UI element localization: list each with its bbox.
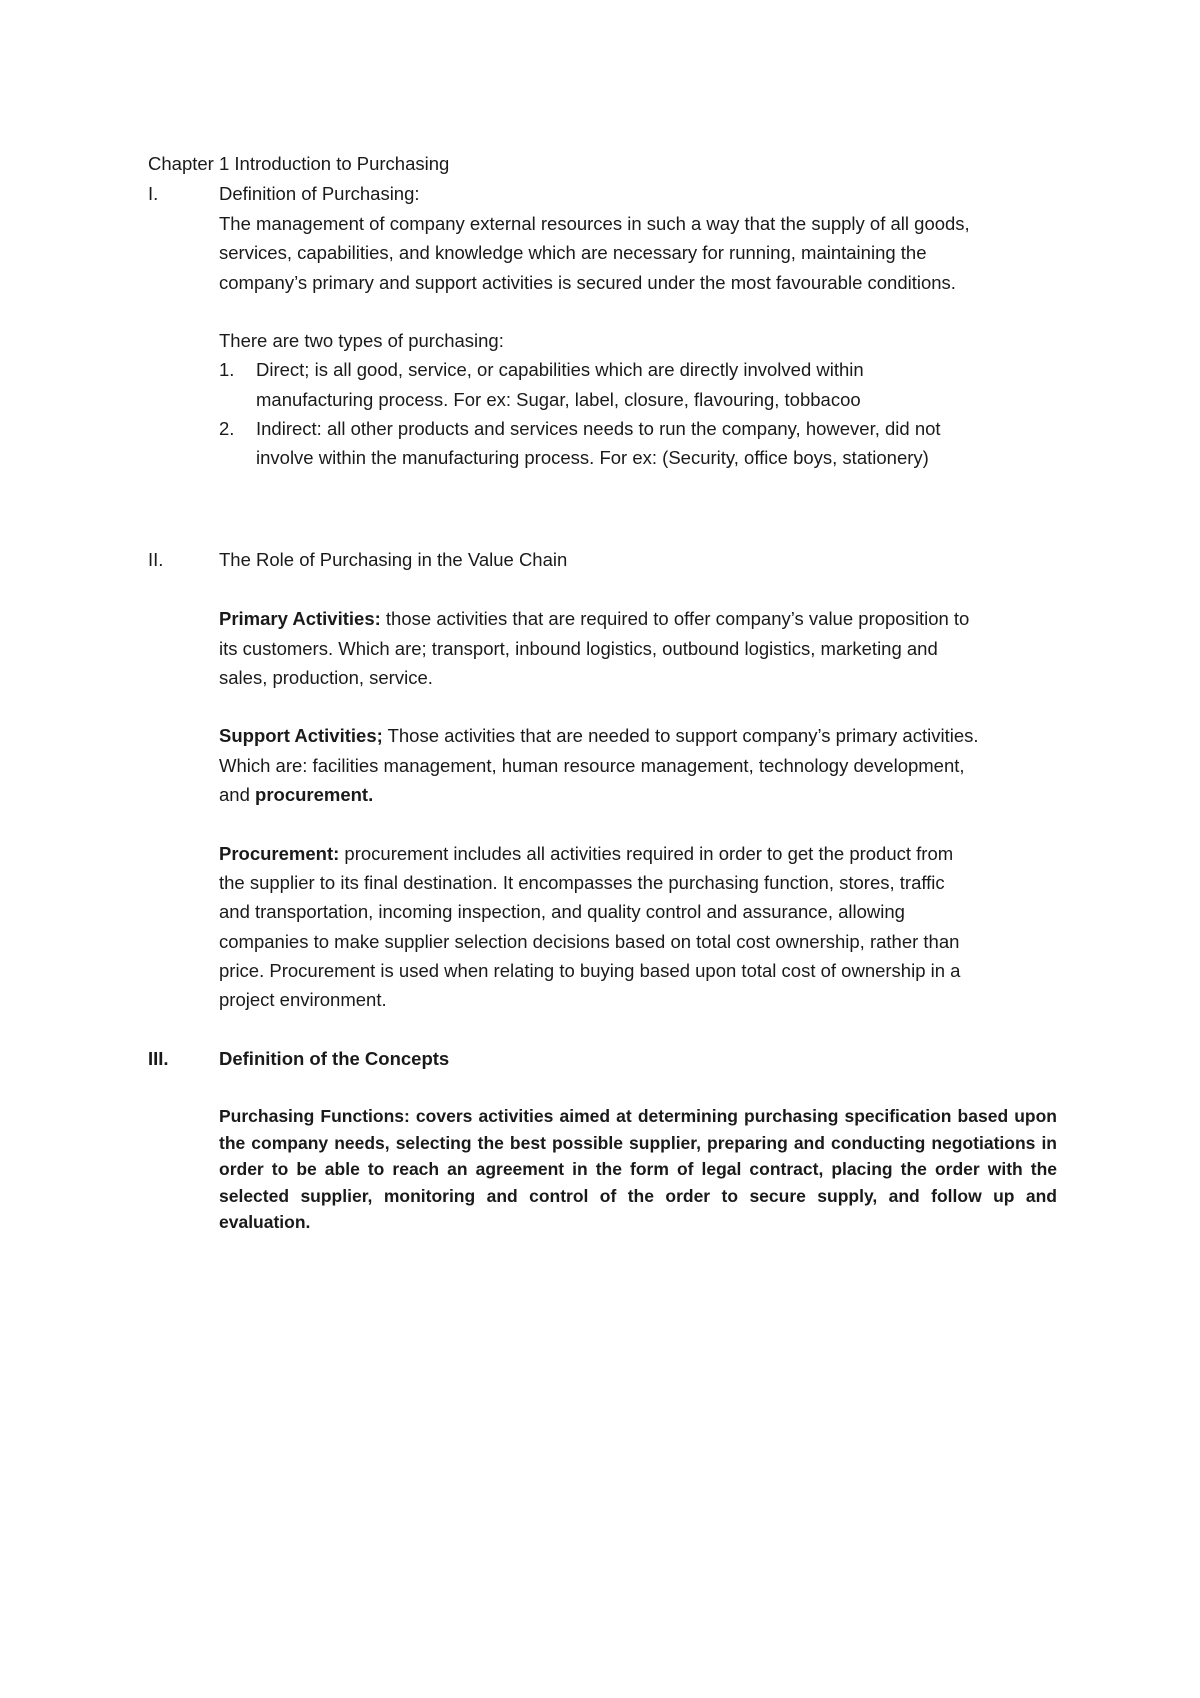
paragraph-line: the company needs, selecting the best possible supplier, preparing and conducting negotiations in (219, 1132, 1057, 1153)
procurement-text: procurement includes all activities required in order to get the product from (339, 842, 954, 864)
definition-line: The management of company external resources in such a way that the supply of all goods, (219, 213, 970, 234)
section-body (219, 545, 1069, 1014)
paragraph-text: and (219, 784, 256, 806)
paragraph-line: and transportation, incoming inspection, and quality control and assurance, allowing (219, 901, 905, 923)
paragraph-line: project environment. (219, 989, 387, 1011)
list-line: manufacturing process. For ex: Sugar, label, closure, flavouring, tobbacoo (256, 388, 861, 410)
section-heading: Definition of the Concepts (219, 1048, 450, 1069)
purchasing-functions-paragraph (219, 1103, 1057, 1236)
support-activities-label: Support Activities; (219, 725, 383, 747)
types-intro: There are two types of purchasing: (219, 330, 504, 352)
support-activities-line (219, 721, 1069, 750)
list-number: 2. (219, 418, 235, 440)
section-heading: The Role of Purchasing in the Value Chain (219, 549, 568, 570)
list-line: involve within the manufacturing process. For ex: (Security, office boys, stationery) (256, 447, 929, 469)
list-item-indirect (219, 414, 1069, 473)
paragraph-line (219, 780, 1069, 809)
section-body (219, 179, 1069, 473)
paragraph-line: Purchasing Functions: covers activities aimed at determining purchasing specification based upon (219, 1106, 1057, 1127)
support-activities-text: Those activities that are needed to support company’s primary activities. (382, 725, 979, 747)
list-line: Direct; is all good, service, or capabilities which are directly involved within (256, 359, 864, 381)
definition-line: services, capabilities, and knowledge which are necessary for running, maintaining the (219, 242, 927, 264)
definition-line: company’s primary and support activities is secured under the most favourable conditions. (219, 271, 956, 293)
paragraph-line: sales, production, service. (219, 666, 433, 688)
primary-activities-line (219, 604, 1069, 633)
paragraph-line: its customers. Which are; transport, inbound logistics, outbound logistics, marketing and (219, 637, 938, 659)
section-body (219, 1044, 1069, 1236)
paragraph-line: selected supplier, monitoring and control of the order to secure supply, and follow up and evaluation. (219, 1185, 1057, 1233)
paragraph-line: companies to make supplier selection decisions based on total cost ownership, rather than (219, 930, 960, 952)
primary-activities-label: Primary Activities: (219, 608, 381, 630)
page-title: Chapter 1 Introduction to Purchasing (148, 153, 450, 174)
primary-activities-text: those activities that are required to offer company’s value proposition to (380, 608, 970, 630)
section-numeral: III. (148, 1048, 169, 1069)
procurement-emphasis: procurement. (255, 784, 374, 806)
section-heading: Definition of Purchasing: (219, 183, 420, 204)
paragraph-line: the supplier to its final destination. It encompasses the purchasing function, stores, traffic (219, 871, 945, 893)
list-number: 1. (219, 359, 235, 381)
list-item-direct (219, 355, 1069, 414)
paragraph-line: order to be able to reach an agreement in the form of legal contract, placing the order with the (219, 1159, 1057, 1180)
section-numeral: I. (148, 183, 159, 204)
list-line: Indirect: all other products and services needs to run the company, however, did not (256, 418, 941, 440)
section-numeral: II. (148, 549, 164, 570)
procurement-line (219, 839, 1069, 868)
procurement-label: Procurement: (219, 842, 340, 864)
paragraph-line: price. Procurement is used when relating to buying based upon total cost of ownership in a (219, 959, 961, 981)
paragraph-line: Which are: facilities management, human resource management, technology development, (219, 754, 965, 776)
